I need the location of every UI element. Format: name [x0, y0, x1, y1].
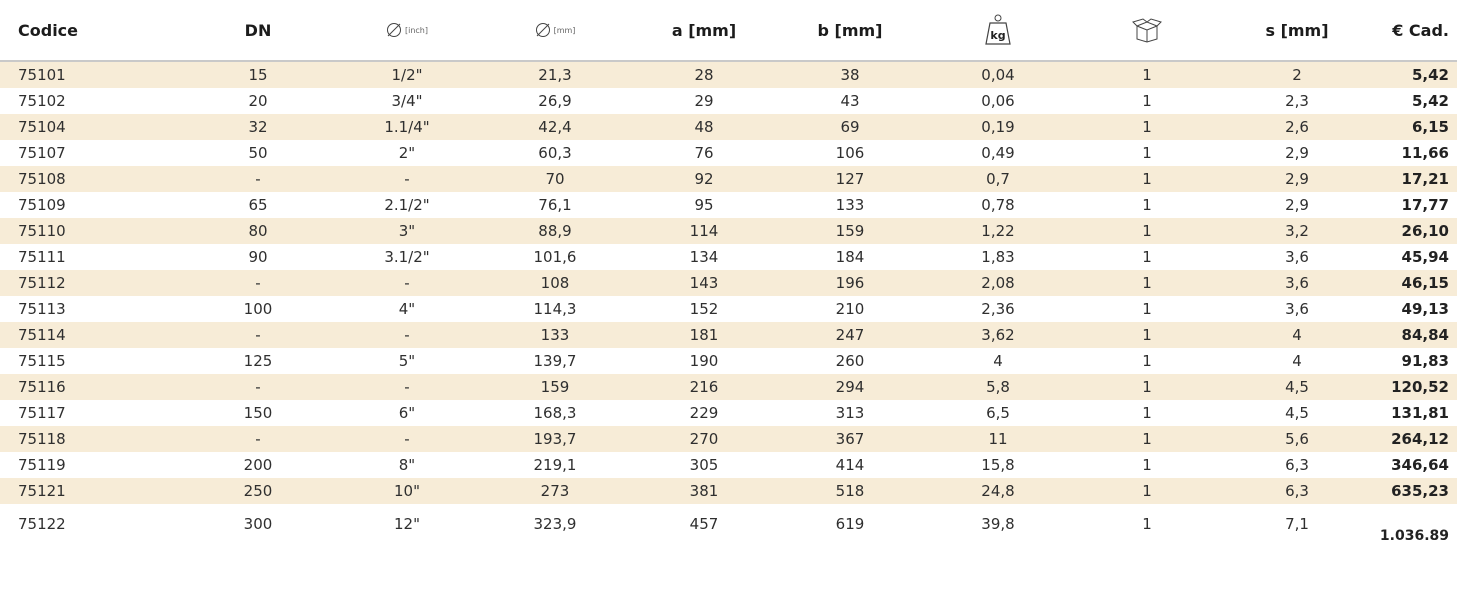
cell-weight: 4	[993, 352, 1003, 370]
cell-diameter-inch: 1/2"	[391, 66, 423, 84]
cell-b: 294	[835, 378, 865, 396]
cell-diameter-inch: -	[404, 430, 410, 448]
cell-package: 1	[1142, 300, 1152, 318]
cell-dn: 15	[248, 66, 268, 84]
cell-diameter-mm: 193,7	[533, 430, 577, 448]
cell-price: 84,84	[1401, 326, 1449, 344]
cell-weight: 6,5	[986, 404, 1010, 422]
cell-diameter-inch: 3/4"	[391, 92, 423, 110]
inch-unit-label: [inch]	[404, 25, 428, 35]
cell-dn: 125	[243, 352, 273, 370]
cell-code: 75113	[18, 300, 66, 318]
cell-price: 17,21	[1401, 170, 1449, 188]
cell-price: 264,12	[1391, 430, 1449, 448]
table-row	[0, 452, 1457, 478]
cell-weight: 0,49	[981, 144, 1015, 162]
cell-diameter-mm: 273	[540, 482, 570, 500]
cell-s: 4	[1292, 326, 1302, 344]
cell-weight: 1,83	[981, 248, 1015, 266]
cell-weight: 2,08	[981, 274, 1015, 292]
header-package	[1097, 0, 1197, 60]
cell-b: 38	[840, 66, 860, 84]
table-row	[0, 374, 1457, 400]
cell-weight: 39,8	[981, 515, 1015, 533]
cell-s: 2,9	[1285, 170, 1309, 188]
cell-a: 216	[689, 378, 719, 396]
cell-weight: 2,36	[981, 300, 1015, 318]
weight-unit-label: kg	[990, 29, 1006, 42]
cell-diameter-mm: 114,3	[533, 300, 577, 318]
cell-s: 3,2	[1285, 222, 1309, 240]
cell-diameter-mm: 323,9	[533, 515, 577, 533]
cell-diameter-inch: 1.1/4"	[384, 118, 430, 136]
cell-b: 247	[835, 326, 865, 344]
cell-b: 106	[835, 144, 865, 162]
cell-diameter-inch: 2"	[398, 144, 416, 162]
box-icon	[1132, 17, 1162, 43]
cell-weight: 1,22	[981, 222, 1015, 240]
cell-package: 1	[1142, 326, 1152, 344]
cell-weight: 0,7	[986, 170, 1010, 188]
cell-b: 127	[835, 170, 865, 188]
table-header	[0, 0, 1457, 62]
cell-a: 28	[694, 66, 714, 84]
table-row	[0, 296, 1457, 322]
cell-diameter-inch: 4"	[398, 300, 416, 318]
table-row	[0, 426, 1457, 452]
cell-code: 75102	[18, 92, 66, 110]
cell-a: 29	[694, 92, 714, 110]
cell-dn: 200	[243, 456, 273, 474]
cell-dn: 80	[248, 222, 268, 240]
cell-dn: 20	[248, 92, 268, 110]
cell-code: 75117	[18, 404, 66, 422]
table-row	[0, 348, 1457, 374]
table-row	[0, 88, 1457, 114]
cell-package: 1	[1142, 482, 1152, 500]
cell-s: 6,3	[1285, 456, 1309, 474]
cell-s: 2,6	[1285, 118, 1309, 136]
cell-code: 75114	[18, 326, 66, 344]
cell-b: 210	[835, 300, 865, 318]
cell-price: 45,94	[1401, 248, 1449, 266]
cell-diameter-inch: 10"	[394, 482, 420, 500]
cell-package: 1	[1142, 456, 1152, 474]
table-row	[0, 192, 1457, 218]
cell-package: 1	[1142, 92, 1152, 110]
cell-b: 313	[835, 404, 865, 422]
cell-diameter-mm: 60,3	[538, 144, 572, 162]
cell-diameter-inch: -	[404, 378, 410, 396]
cell-s: 2,9	[1285, 196, 1309, 214]
cell-s: 4	[1292, 352, 1302, 370]
cell-weight: 0,06	[981, 92, 1015, 110]
weight-icon	[982, 13, 1014, 47]
cell-a: 76	[694, 144, 714, 162]
table-row	[0, 62, 1457, 88]
cell-diameter-inch: -	[404, 170, 410, 188]
cell-package: 1	[1142, 248, 1152, 266]
cell-diameter-mm: 219,1	[533, 456, 577, 474]
cell-dn: 300	[243, 515, 273, 533]
mm-unit-label: [mm]	[553, 25, 576, 35]
cell-code: 75118	[18, 430, 66, 448]
cell-diameter-inch: -	[404, 326, 410, 344]
cell-diameter-mm: 108	[540, 274, 570, 292]
cell-diameter-inch: 5"	[398, 352, 416, 370]
cell-a: 134	[689, 248, 719, 266]
header-s: s [mm]	[1265, 20, 1329, 40]
cell-b: 414	[835, 456, 865, 474]
cell-code: 75108	[18, 170, 66, 188]
table-row	[0, 166, 1457, 192]
cell-code: 75112	[18, 274, 66, 292]
table-row	[0, 322, 1457, 348]
cell-a: 381	[689, 482, 719, 500]
cell-dn: 32	[248, 118, 268, 136]
cell-code: 75101	[18, 66, 66, 84]
cell-b: 260	[835, 352, 865, 370]
cell-code: 75110	[18, 222, 66, 240]
cell-code: 75109	[18, 196, 66, 214]
cell-s: 7,1	[1285, 515, 1309, 533]
cell-package: 1	[1142, 144, 1152, 162]
cell-price: 6,15	[1411, 118, 1449, 136]
cell-package: 1	[1142, 170, 1152, 188]
cell-weight: 0,19	[981, 118, 1015, 136]
cell-dn: -	[255, 378, 261, 396]
cell-weight: 0,04	[981, 66, 1015, 84]
cell-weight: 3,62	[981, 326, 1015, 344]
cell-s: 3,6	[1285, 274, 1309, 292]
cell-code: 75121	[18, 482, 66, 500]
cell-weight: 0,78	[981, 196, 1015, 214]
cell-price: 26,10	[1401, 222, 1449, 240]
cell-dn: 150	[243, 404, 273, 422]
cell-price: 635,23	[1391, 482, 1449, 500]
cell-code: 75122	[18, 515, 66, 533]
cell-package: 1	[1142, 430, 1152, 448]
cell-package: 1	[1142, 404, 1152, 422]
diameter-icon	[386, 22, 402, 38]
cell-diameter-mm: 76,1	[538, 196, 572, 214]
table-body	[0, 62, 1457, 552]
cell-b: 43	[840, 92, 860, 110]
cell-code: 75119	[18, 456, 66, 474]
cell-dn: -	[255, 430, 261, 448]
cell-a: 457	[689, 515, 719, 533]
cell-weight: 11	[988, 430, 1008, 448]
cell-b: 518	[835, 482, 865, 500]
cell-dn: -	[255, 170, 261, 188]
header-b: b [mm]	[817, 20, 883, 40]
table-row	[0, 270, 1457, 296]
cell-dn: 100	[243, 300, 273, 318]
cell-dn: 65	[248, 196, 268, 214]
cell-diameter-mm: 139,7	[533, 352, 577, 370]
cell-package: 1	[1142, 66, 1152, 84]
cell-s: 3,6	[1285, 248, 1309, 266]
cell-s: 2,3	[1285, 92, 1309, 110]
cell-diameter-mm: 168,3	[533, 404, 577, 422]
cell-code: 75107	[18, 144, 66, 162]
table-row	[0, 114, 1457, 140]
cell-diameter-inch: 8"	[398, 456, 416, 474]
cell-code: 75115	[18, 352, 66, 370]
cell-s: 5,6	[1285, 430, 1309, 448]
cell-diameter-mm: 133	[540, 326, 570, 344]
cell-diameter-mm: 42,4	[538, 118, 572, 136]
cell-b: 133	[835, 196, 865, 214]
cell-a: 48	[694, 118, 714, 136]
header-diameter-mm	[505, 0, 605, 60]
cell-package: 1	[1142, 515, 1152, 533]
header-weight	[948, 0, 1048, 60]
cell-weight: 24,8	[981, 482, 1015, 500]
cell-code: 75116	[18, 378, 66, 396]
cell-a: 305	[689, 456, 719, 474]
cell-b: 159	[835, 222, 865, 240]
cell-package: 1	[1142, 222, 1152, 240]
cell-package: 1	[1142, 118, 1152, 136]
header-diameter-inch	[357, 0, 457, 60]
diameter-icon	[535, 22, 551, 38]
cell-weight: 5,8	[986, 378, 1010, 396]
cell-dn: 250	[243, 482, 273, 500]
cell-s: 4,5	[1285, 404, 1309, 422]
cell-price: 120,52	[1391, 378, 1449, 396]
cell-diameter-inch: 12"	[394, 515, 420, 533]
table-row	[0, 504, 1457, 552]
cell-a: 181	[689, 326, 719, 344]
cell-a: 114	[689, 222, 719, 240]
table-row	[0, 400, 1457, 426]
cell-diameter-mm: 70	[545, 170, 565, 188]
cell-b: 196	[835, 274, 865, 292]
cell-a: 270	[689, 430, 719, 448]
cell-b: 367	[835, 430, 865, 448]
cell-diameter-mm: 159	[540, 378, 570, 396]
cell-diameter-inch: 3"	[398, 222, 416, 240]
cell-price: 1.036.89	[1379, 528, 1449, 544]
cell-price: 46,15	[1401, 274, 1449, 292]
cell-b: 184	[835, 248, 865, 266]
cell-a: 92	[694, 170, 714, 188]
header-dn: DN	[244, 20, 272, 40]
header-price: € Cad.	[1392, 20, 1449, 40]
cell-dn: -	[255, 326, 261, 344]
cell-a: 152	[689, 300, 719, 318]
cell-diameter-inch: 6"	[398, 404, 416, 422]
cell-price: 5,42	[1411, 66, 1449, 84]
cell-b: 69	[840, 118, 860, 136]
cell-code: 75111	[18, 248, 66, 266]
cell-s: 2,9	[1285, 144, 1309, 162]
cell-diameter-inch: 3.1/2"	[384, 248, 430, 266]
cell-s: 4,5	[1285, 378, 1309, 396]
cell-package: 1	[1142, 378, 1152, 396]
header-a: a [mm]	[671, 20, 737, 40]
cell-dn: -	[255, 274, 261, 292]
cell-code: 75104	[18, 118, 66, 136]
cell-s: 2	[1292, 66, 1302, 84]
header-code: Codice	[18, 20, 79, 40]
cell-price: 91,83	[1401, 352, 1449, 370]
table-row	[0, 218, 1457, 244]
cell-package: 1	[1142, 352, 1152, 370]
cell-dn: 50	[248, 144, 268, 162]
table-row	[0, 244, 1457, 270]
cell-price: 49,13	[1401, 300, 1449, 318]
cell-b: 619	[835, 515, 865, 533]
cell-diameter-mm: 88,9	[538, 222, 572, 240]
table-row	[0, 140, 1457, 166]
cell-diameter-mm: 21,3	[538, 66, 572, 84]
cell-a: 190	[689, 352, 719, 370]
table-row	[0, 478, 1457, 504]
cell-price: 346,64	[1391, 456, 1449, 474]
cell-a: 229	[689, 404, 719, 422]
cell-s: 3,6	[1285, 300, 1309, 318]
cell-a: 143	[689, 274, 719, 292]
cell-weight: 15,8	[981, 456, 1015, 474]
cell-price: 5,42	[1411, 92, 1449, 110]
cell-diameter-mm: 101,6	[533, 248, 577, 266]
cell-diameter-inch: -	[404, 274, 410, 292]
cell-diameter-inch: 2.1/2"	[384, 196, 430, 214]
cell-price: 17,77	[1401, 196, 1449, 214]
cell-diameter-mm: 26,9	[538, 92, 572, 110]
cell-package: 1	[1142, 274, 1152, 292]
cell-dn: 90	[248, 248, 268, 266]
cell-package: 1	[1142, 196, 1152, 214]
cell-a: 95	[694, 196, 714, 214]
cell-price: 11,66	[1401, 144, 1449, 162]
cell-s: 6,3	[1285, 482, 1309, 500]
cell-price: 131,81	[1391, 404, 1449, 422]
